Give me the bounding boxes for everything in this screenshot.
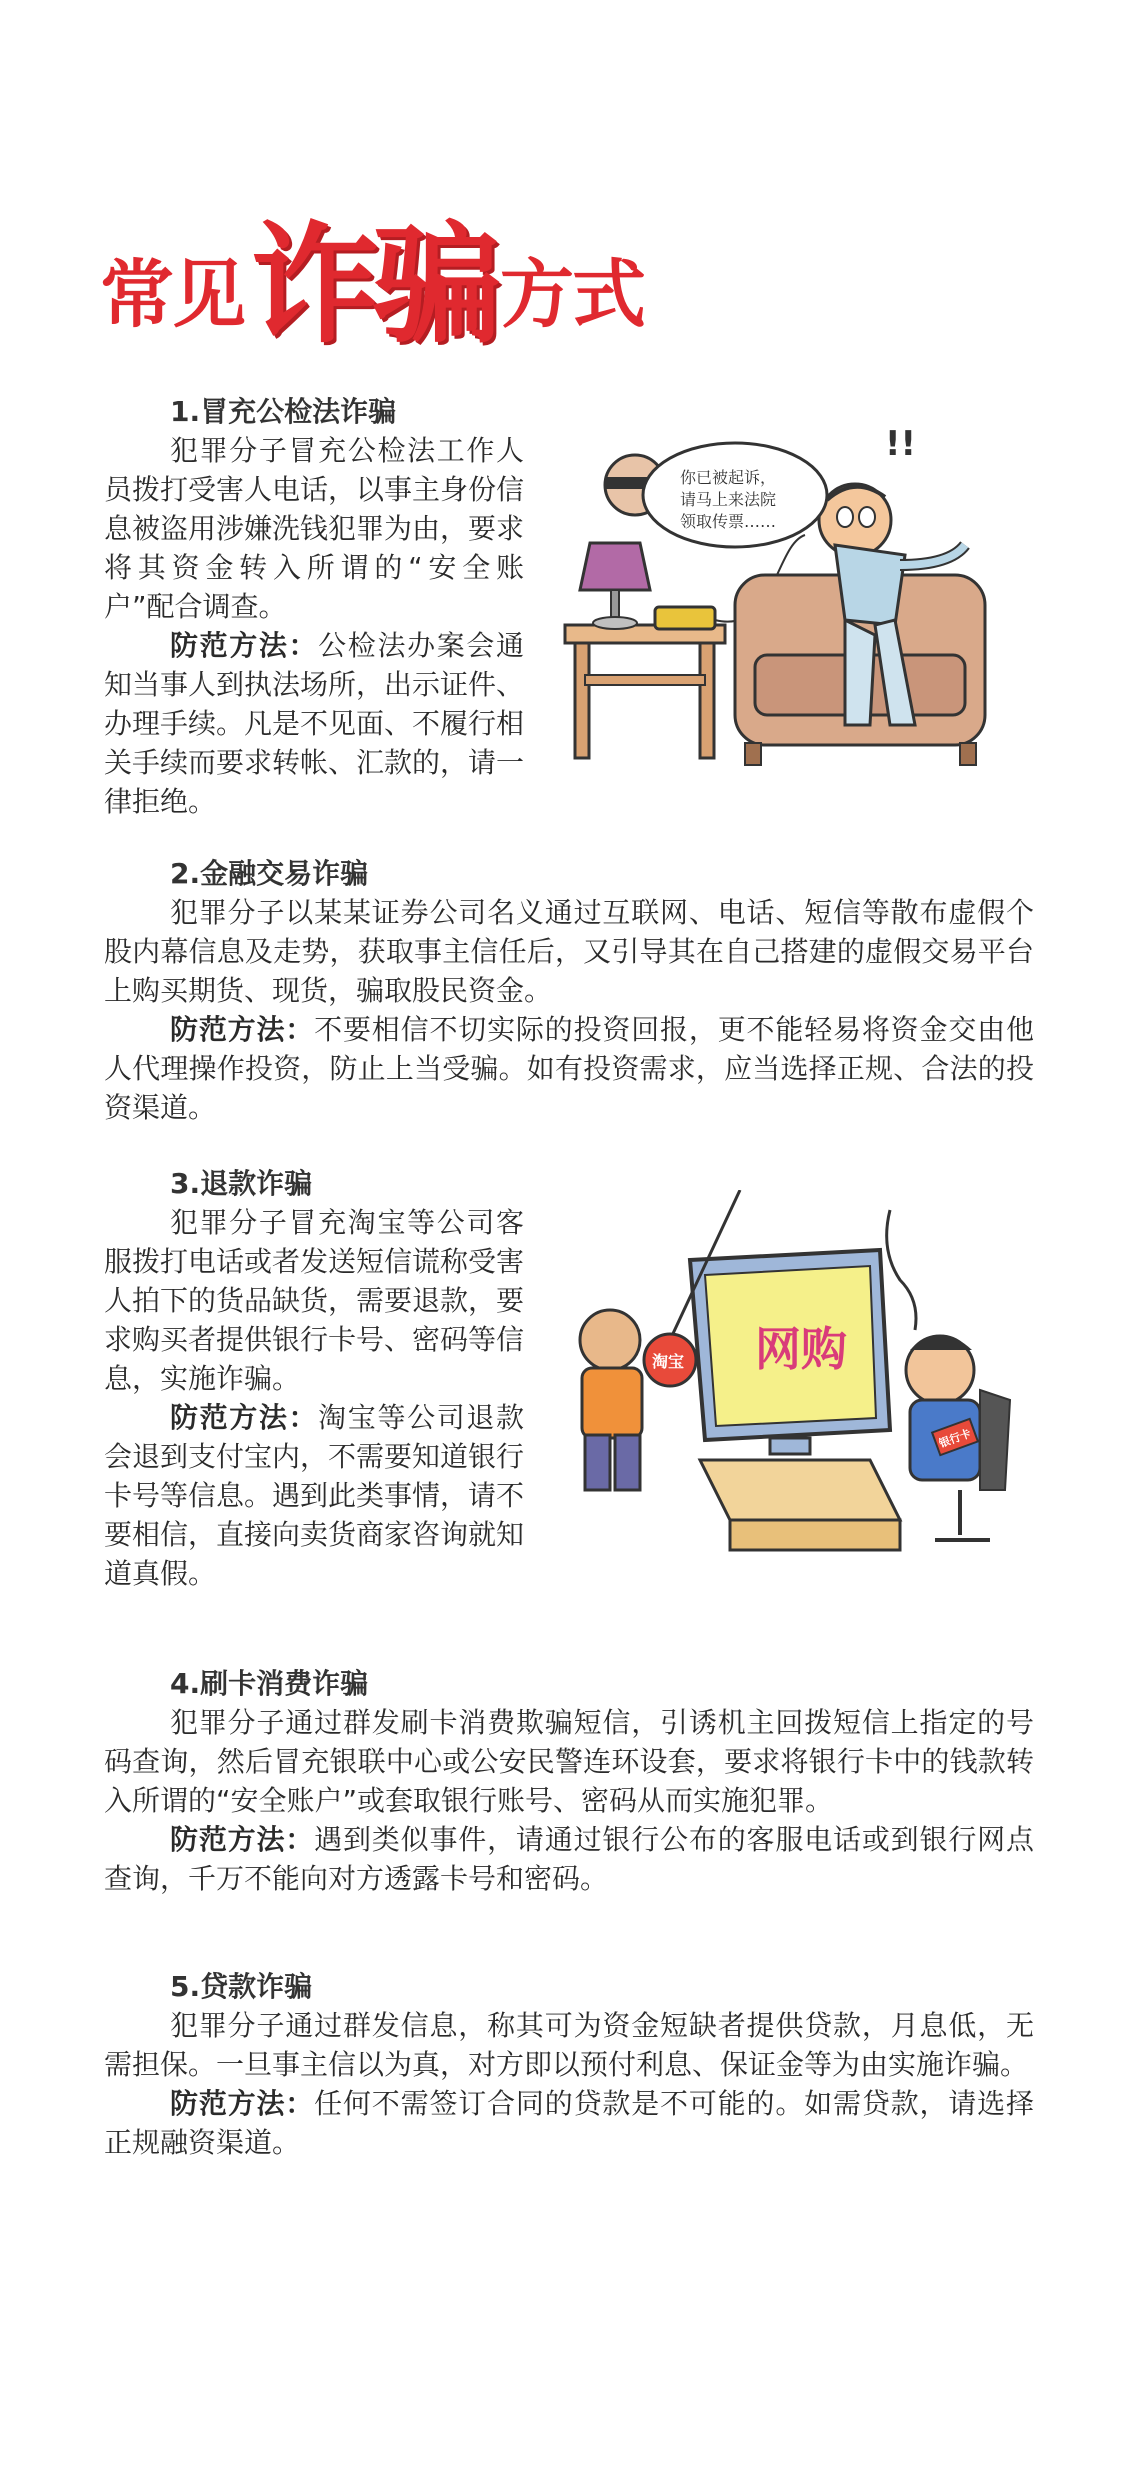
speech-line-1: 你已被起诉， [680,468,777,487]
section-body: 犯罪分子通过群发信息，称其可为资金短缺者提供贷款，月息低，无需担保。一旦事主信以为真，对方即以预付利息、保证金等为由实施诈骗。 [104,2009,1034,2081]
tip-text: 公检法办案会通知当事人到执法场所，出示证件、办理手续。凡是不见面、不履行相关手续而要求转帐、汇款的，请一律拒绝。 [104,629,525,818]
shopping-scam-illustration [540,1190,1020,1560]
section-body: 犯罪分子冒充公检法工作人员拨打受害人电话，以事主身份信息被盗用涉嫌洗钱犯罪为由，要求将其资金转入所谓的“安全账户”配合调查。 [104,434,525,623]
section-heading: 3.退款诈骗 [170,1167,313,1200]
section-5 [104,1968,1034,2162]
title-part-3: 方式 [500,252,645,338]
section-tip [104,1010,1034,1127]
section-heading: 2.金融交易诈骗 [170,857,369,890]
tip-text: 遇到类似事件，请通过银行公布的客服电话或到银行网点查询，千万不能向对方透露卡号和密码。 [104,1823,1034,1895]
section-3 [104,1165,524,1593]
section-tip [104,1398,524,1593]
section-1 [104,393,524,821]
section-body: 犯罪分子通过群发刷卡消费欺骗短信，引诱机主回拨短信上指定的号码查询，然后冒充银联中心或公安民警连环设套，要求将银行卡中的钱款转入所谓的“安全账户”或套取银行账号、密码从而实施犯罪。 [104,1706,1034,1817]
tip-label: 防范方法： [170,629,319,662]
sign-text: 淘宝 [652,1352,685,1371]
phone-scam-illustration [545,425,1025,785]
section-heading: 5.贷款诈骗 [170,1970,313,2003]
section-heading: 1.冒充公检法诈骗 [170,395,397,428]
section-tip [104,2084,1034,2162]
tip-label: 防范方法： [170,1013,315,1046]
tip-label: 防范方法： [170,2087,315,2120]
tip-label: 防范方法： [170,1823,315,1856]
section-body: 犯罪分子以某某证券公司名义通过互联网、电话、短信等散布虚假个股内幕信息及走势，获取事主信任后，又引导其在自己搭建的虚假交易平台上购买期货、现货，骗取股民资金。 [104,896,1034,1007]
section-tip [104,626,524,821]
screen-text: 网购 [755,1322,847,1376]
section-heading: 4.刷卡消费诈骗 [170,1667,369,1700]
tip-text: 淘宝等公司退款会退到支付宝内，不需要知道银行卡号等信息。遇到此类事情，请不要相信，直接向卖货商家咨询就知道真假。 [104,1401,525,1590]
speech-line-3: 领取传票…… [680,512,777,531]
title-part-2: 诈骗 [250,209,495,361]
title-part-1: 常见 [100,252,244,338]
tip-text: 不要相信不切实际的投资回报，更不能轻易将资金交由他人代理操作投资，防止上当受骗。如有投资需求，应当选择正规、合法的投资渠道。 [104,1013,1034,1124]
section-body: 犯罪分子冒充淘宝等公司客服拨打电话或者发送短信谎称受害人拍下的货品缺货，需要退款，要求购买者提供银行卡号、密码等信息，实施诈骗。 [104,1206,525,1395]
tip-label: 防范方法： [170,1401,319,1434]
card-text: 银行卡 [937,1426,973,1451]
title-emphasis-wrap [244,209,500,361]
tip-text: 任何不需签订合同的贷款是不可能的。如需贷款，请选择正规融资渠道。 [104,2087,1034,2159]
section-4 [104,1665,1034,1898]
section-2 [104,855,1034,1127]
section-tip [104,1820,1034,1898]
poster-title [100,190,645,361]
exclaim-text: !! [885,425,917,464]
speech-line-2: 请马上来法院 [680,490,777,509]
